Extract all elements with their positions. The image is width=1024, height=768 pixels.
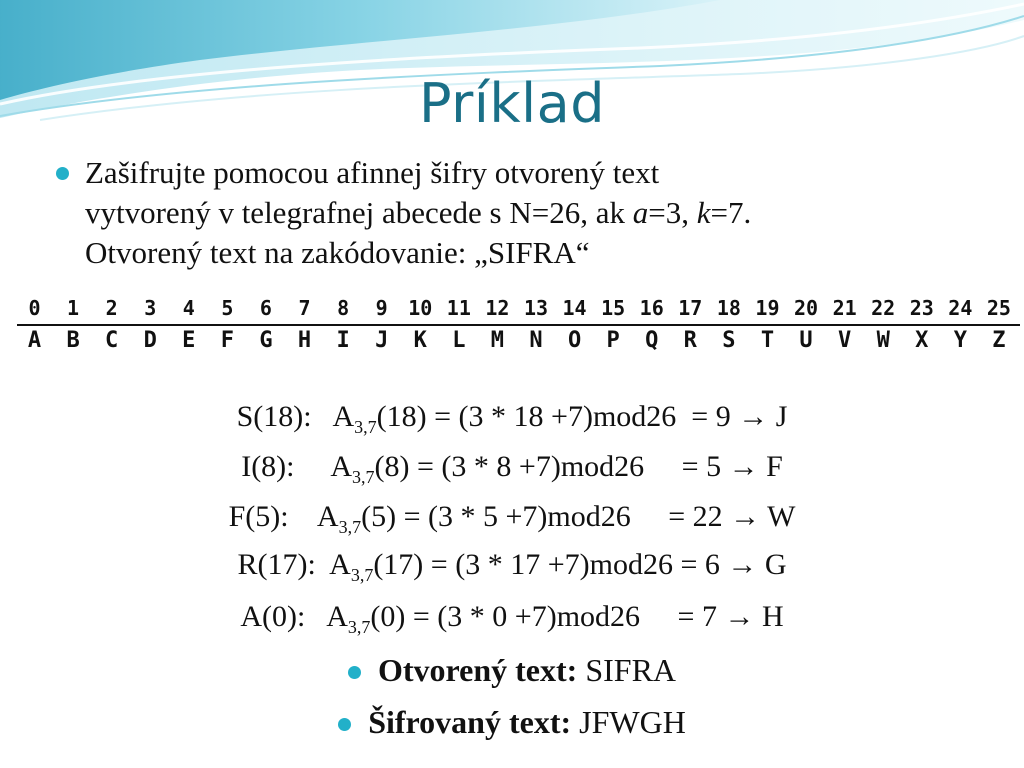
table-letter: W bbox=[876, 328, 890, 353]
calc-rest: (5) = (3 * 5 +7)mod26 = 22 → W bbox=[361, 500, 796, 533]
table-column bbox=[15, 293, 54, 359]
table-letter: N bbox=[529, 328, 543, 353]
table-column bbox=[748, 293, 787, 359]
table-column bbox=[54, 293, 93, 359]
calc-prefix: S(18): A bbox=[236, 400, 355, 433]
table-letter: J bbox=[375, 328, 389, 353]
table-column bbox=[478, 293, 517, 359]
table-number: 2 bbox=[105, 296, 118, 320]
table-letter: X bbox=[915, 328, 929, 353]
calc-prefix: A(0): A bbox=[240, 600, 348, 633]
table-number: 13 bbox=[523, 296, 549, 320]
table-letter: B bbox=[66, 328, 80, 353]
table-column bbox=[401, 293, 440, 359]
table-column bbox=[517, 293, 556, 359]
calculation-line bbox=[0, 548, 1024, 585]
table-letter: O bbox=[567, 328, 582, 353]
table-number: 12 bbox=[485, 296, 510, 320]
calc-prefix: R(17): A bbox=[237, 548, 351, 581]
calc-rest: (17) = (3 * 17 +7)mod26 = 6 → G bbox=[373, 548, 787, 581]
table-column bbox=[594, 293, 633, 359]
plaintext-label: Otvorený text: bbox=[377, 652, 578, 688]
table-letter: A bbox=[27, 328, 42, 353]
table-letter: S bbox=[722, 328, 736, 353]
table-number: 11 bbox=[446, 296, 471, 320]
table-number: 21 bbox=[832, 296, 857, 320]
table-number: 8 bbox=[337, 296, 350, 320]
table-letter: K bbox=[413, 328, 427, 353]
table-letter: L bbox=[452, 328, 466, 353]
table-number: 20 bbox=[793, 296, 819, 320]
table-number: 22 bbox=[871, 296, 896, 320]
table-letter: D bbox=[143, 328, 157, 353]
calc-subscript: 3,7 bbox=[352, 467, 375, 487]
table-number: 16 bbox=[639, 296, 664, 320]
table-column bbox=[979, 293, 1018, 359]
table-number: 5 bbox=[221, 296, 234, 320]
table-number: 6 bbox=[259, 296, 272, 320]
table-letter: V bbox=[837, 328, 852, 353]
param-k-var: k bbox=[696, 195, 711, 230]
table-letter: U bbox=[799, 328, 813, 353]
table-column bbox=[941, 293, 980, 359]
ciphertext-label: Šifrovaný text: bbox=[368, 704, 572, 740]
intro-line-2 bbox=[85, 193, 982, 233]
table-column bbox=[671, 293, 710, 359]
table-column bbox=[246, 293, 285, 359]
table-number: 7 bbox=[298, 296, 311, 320]
calculation-line bbox=[0, 600, 1024, 637]
intro-bullet bbox=[52, 153, 982, 273]
table-number: 24 bbox=[948, 296, 973, 320]
calc-rest: (8) = (3 * 8 +7)mod26 = 5 → F bbox=[374, 450, 783, 483]
table-column bbox=[208, 293, 247, 359]
plaintext-value: SIFRA bbox=[577, 652, 677, 688]
intro-line-1: Zašifrujte pomocou afinnej šifry otvorený text bbox=[85, 155, 660, 190]
table-number: 15 bbox=[601, 296, 626, 320]
table-number: 4 bbox=[182, 296, 195, 320]
slide-title: Príklad bbox=[419, 72, 605, 135]
plaintext-result bbox=[0, 652, 1024, 689]
alphabet-number-table bbox=[17, 293, 1020, 361]
table-column bbox=[131, 293, 170, 359]
table-letter: H bbox=[297, 328, 312, 353]
calculation-line bbox=[0, 400, 1024, 437]
intro-line-3: Otvorený text na zakódovanie: „SIFRA“ bbox=[85, 235, 590, 270]
table-column bbox=[632, 293, 671, 359]
calc-prefix: I(8): A bbox=[241, 450, 353, 483]
table-number: 25 bbox=[986, 296, 1011, 320]
table-letter: Q bbox=[645, 328, 659, 353]
calc-prefix: F(5): A bbox=[228, 500, 339, 533]
table-number: 3 bbox=[144, 296, 157, 320]
table-column bbox=[555, 293, 594, 359]
table-column bbox=[709, 293, 748, 359]
table-number: 10 bbox=[408, 296, 433, 320]
table-column bbox=[787, 293, 826, 359]
table-letter: F bbox=[220, 328, 234, 353]
table-column bbox=[285, 293, 324, 359]
calc-subscript: 3,7 bbox=[347, 617, 371, 637]
table-letter: E bbox=[182, 328, 196, 353]
table-column bbox=[92, 293, 131, 359]
calc-subscript: 3,7 bbox=[354, 417, 377, 437]
calc-subscript: 3,7 bbox=[338, 517, 362, 537]
table-column bbox=[169, 293, 208, 359]
intro-line-2-text: vytvorený v telegrafnej abecede s N=26, ak bbox=[85, 195, 633, 230]
table-letter: Z bbox=[992, 328, 1006, 353]
param-k-eq: =7. bbox=[710, 195, 752, 230]
bullet-dot-icon bbox=[348, 666, 361, 679]
table-column bbox=[362, 293, 401, 359]
param-a-var: a bbox=[632, 195, 649, 230]
bullet-dot-icon bbox=[338, 718, 351, 731]
calculation-line bbox=[0, 500, 1024, 537]
table-column bbox=[864, 293, 903, 359]
table-letter: I bbox=[336, 328, 350, 353]
param-a-eq: =3, bbox=[648, 195, 697, 230]
table-letter: G bbox=[259, 328, 273, 353]
table-number: 9 bbox=[375, 296, 388, 320]
table-letter: P bbox=[606, 328, 620, 353]
table-number: 18 bbox=[716, 296, 741, 320]
table-letter: Y bbox=[953, 328, 967, 353]
table-column bbox=[902, 293, 941, 359]
ciphertext-result bbox=[0, 704, 1024, 741]
table-column bbox=[825, 293, 864, 359]
table-number: 17 bbox=[678, 296, 703, 320]
table-number: 23 bbox=[909, 296, 934, 320]
table-number: 14 bbox=[562, 296, 587, 320]
table-column bbox=[439, 293, 478, 359]
calculation-line bbox=[0, 450, 1024, 487]
table-letter: M bbox=[490, 328, 505, 353]
calc-rest: (18) = (3 * 18 +7)mod26 = 9 → J bbox=[376, 400, 788, 433]
ciphertext-value: JFWGH bbox=[571, 704, 686, 740]
table-number: 1 bbox=[67, 296, 80, 320]
table-letter: C bbox=[105, 328, 119, 353]
bullet-dot-icon bbox=[56, 167, 69, 180]
table-letter: R bbox=[683, 328, 697, 353]
calc-subscript: 3,7 bbox=[350, 565, 374, 585]
table-number: 19 bbox=[755, 296, 780, 320]
calc-rest: (0) = (3 * 0 +7)mod26 = 7 → H bbox=[370, 600, 784, 633]
table-number: 0 bbox=[28, 296, 41, 320]
table-letter: T bbox=[760, 328, 775, 353]
table-column bbox=[324, 293, 363, 359]
